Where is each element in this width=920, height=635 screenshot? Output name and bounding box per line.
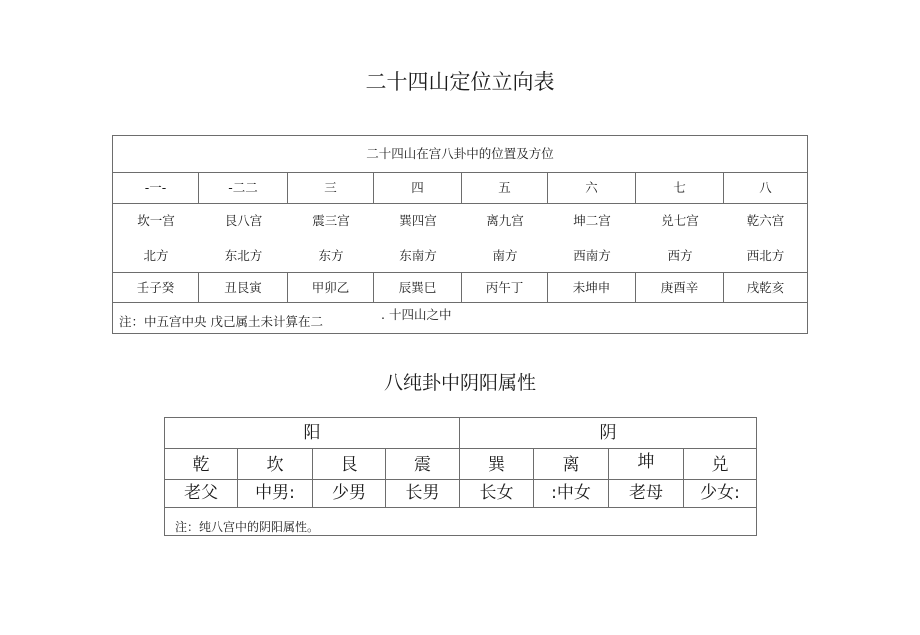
number-cell: 五: [462, 172, 548, 203]
mountain-cell: 辰巽巳: [374, 273, 462, 302]
twenty-four-mountains-table: [112, 135, 808, 334]
direction-cell: 北方: [143, 248, 169, 263]
direction-cell: 东方: [318, 248, 344, 263]
table-row-trigrams: [165, 449, 756, 480]
table-note: 注：纯八宫中的阴阳属性。: [175, 520, 320, 534]
table-row-numbers: [113, 172, 807, 204]
table-note: 注：中五宫中央 戊己属土未计算在二: [119, 314, 323, 329]
mountain-cell: 壬子癸: [113, 273, 199, 302]
number-cell: 四: [374, 172, 462, 203]
table-note-tail: . 十四山之中: [381, 307, 452, 322]
table-row-palaces: [113, 204, 807, 237]
number-cell: -一-: [113, 172, 199, 203]
trigram-cell: 兑: [711, 455, 729, 475]
trigram-cell: 坎: [238, 449, 313, 479]
palace-cell: 震三宫: [312, 213, 350, 228]
family-cell: 长男: [386, 479, 460, 507]
number-cell: -二二: [199, 172, 288, 203]
yang-group-header: 阳: [165, 418, 460, 449]
direction-cell: 西北方: [746, 248, 785, 263]
number-cell: 七: [636, 172, 724, 203]
mountain-cell: 戌乾亥: [746, 280, 785, 295]
number-cell: 三: [288, 172, 374, 203]
family-cell: 中男:: [238, 479, 313, 507]
direction-cell: 东南方: [399, 248, 437, 263]
trigram-cell: 离: [534, 449, 609, 479]
mountain-cell: 未坤申: [548, 273, 636, 302]
family-cell: 老母: [609, 479, 684, 507]
table-row-mountains: [113, 272, 807, 303]
family-cell: :中女: [534, 479, 609, 507]
family-cell: 长女: [460, 479, 534, 507]
trigram-cell: 震: [386, 449, 460, 479]
section-title: 八纯卦中阴阳属性: [383, 372, 536, 394]
direction-cell: 西南方: [573, 248, 611, 263]
table-row-directions: [113, 238, 807, 271]
trigram-cell: 坤: [609, 449, 684, 479]
mountain-cell: 丙午丁: [462, 273, 548, 302]
direction-cell: 西方: [667, 248, 693, 263]
number-cell: 六: [548, 172, 636, 203]
direction-cell: 南方: [492, 248, 518, 263]
table-row-family: [165, 479, 756, 508]
family-cell: 少男: [313, 479, 386, 507]
mountain-cell: 丑艮寅: [199, 273, 288, 302]
family-cell: 老父: [165, 479, 238, 507]
palace-cell: 兑七宫: [661, 213, 699, 228]
page-title: 二十四山定位立向表: [365, 70, 555, 94]
palace-cell: 坤二宫: [573, 213, 611, 228]
palace-cell: 艮八宫: [224, 213, 263, 228]
number-cell: 八: [759, 180, 772, 195]
yin-yang-table: [164, 417, 757, 536]
family-cell: 少女:: [700, 483, 740, 503]
palace-cell: 坎一宫: [137, 213, 175, 228]
yin-group-header: 阴: [460, 418, 756, 449]
table-header: 二十四山在宫八卦中的位置及方位: [113, 136, 807, 173]
palace-cell: 巽四宫: [399, 213, 437, 228]
palace-cell: 乾六宫: [746, 213, 785, 228]
trigram-cell: 巽: [460, 449, 534, 479]
trigram-cell: 艮: [313, 449, 386, 479]
trigram-cell: 乾: [165, 449, 238, 479]
mountain-cell: 甲卯乙: [288, 273, 374, 302]
direction-cell: 东北方: [224, 248, 263, 263]
mountain-cell: 庚酉辛: [636, 273, 724, 302]
palace-cell: 离九宫: [486, 213, 524, 228]
